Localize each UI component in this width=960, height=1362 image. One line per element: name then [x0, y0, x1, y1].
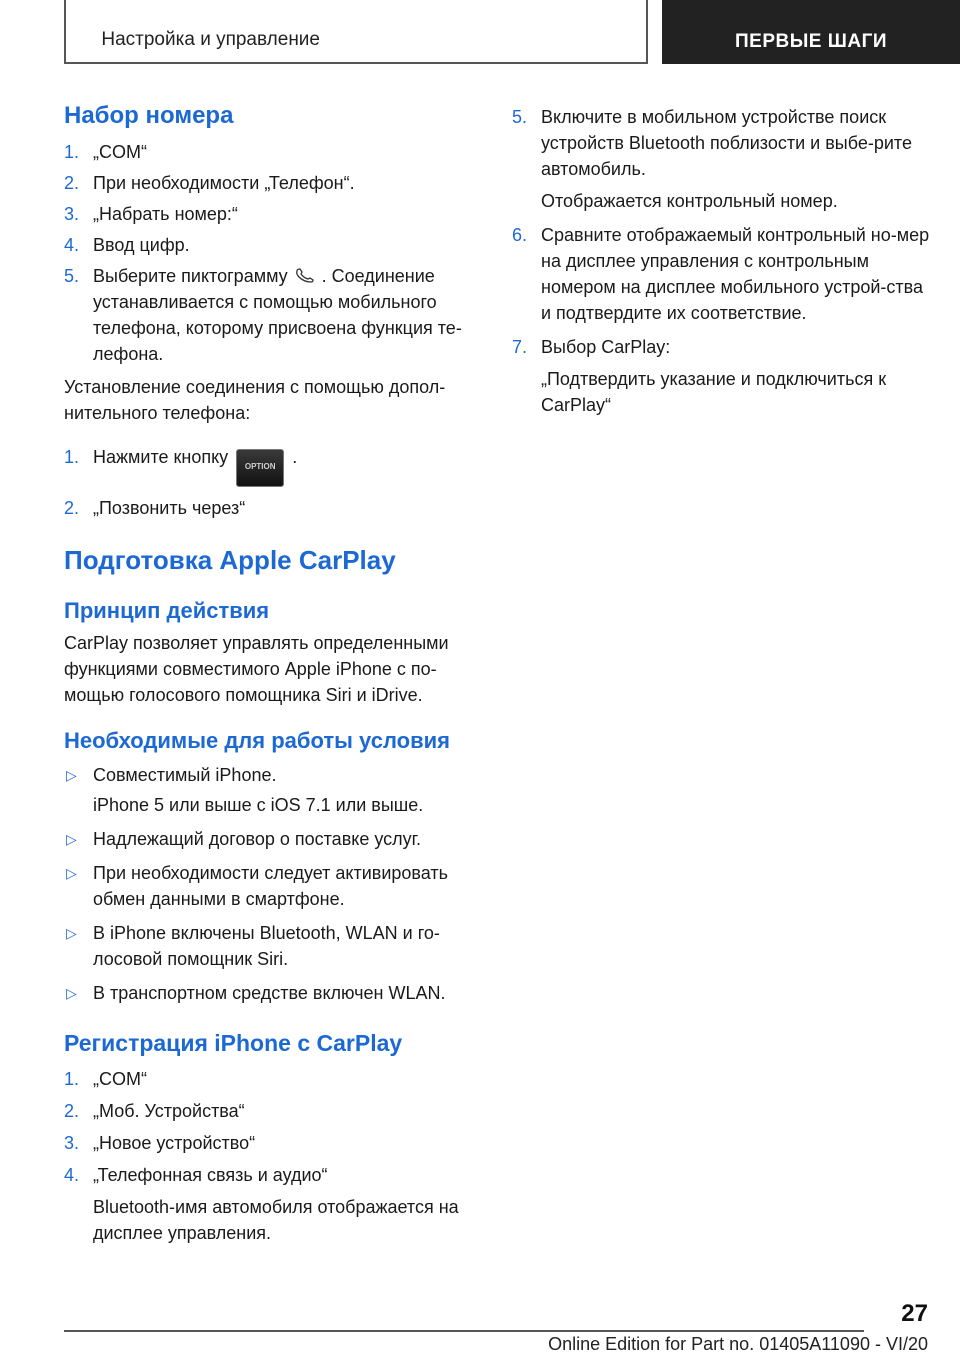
- register-title: Регистрация iPhone с CarPlay: [64, 1030, 403, 1056]
- triangle-right-icon: ▷: [66, 985, 77, 1001]
- extra-step: 2. „Позвонить через“: [64, 498, 246, 518]
- requirement-item: ▷ Надлежащий договор о поставке услуг.: [64, 826, 484, 852]
- register-step: 3. „Новое устройство“: [64, 1133, 256, 1153]
- pairing-step: 5. Включите в мобильном устройстве поиск устройств Bluetooth поблизости и выбе-рите автомобиль.: [512, 107, 912, 179]
- pairing-step: 7. Выбор CarPlay:: [512, 337, 671, 357]
- triangle-right-icon: ▷: [66, 865, 77, 881]
- dial-step: 1. „COM“: [64, 142, 147, 162]
- header-chapter-title: ПЕРВЫЕ ШАГИ: [662, 0, 960, 64]
- principle-text: CarPlay позволяет управлять определенными функциями совместимого Apple iPhone с по-мощью голосового помощника Siri и iDrive.: [64, 633, 449, 705]
- principle-title: Принцип действия: [64, 598, 270, 623]
- register-step: 2. „Моб. Устройства“: [64, 1101, 245, 1121]
- extra-step: 1. Нажмите кнопку OPTION .: [64, 444, 484, 487]
- register-step: 4. „Телефонная связь и аудио“: [64, 1165, 328, 1185]
- triangle-right-icon: ▷: [66, 767, 77, 783]
- pairing-step-note: „Подтвердить указание и подключиться к CarPlay“: [541, 369, 887, 415]
- triangle-right-icon: ▷: [66, 831, 77, 847]
- requirement-item: ▷ При необходимости следует активировать обмен данными в смартфоне.: [64, 860, 484, 912]
- phone-handset-icon: [294, 268, 316, 284]
- requirement-item: ▷ В iPhone включены Bluetooth, WLAN и го-лосовой помощник Siri.: [64, 920, 484, 972]
- option-button-icon: OPTION: [236, 449, 284, 487]
- header-section-title: Настройка и управление: [101, 29, 320, 50]
- dial-step: 4. Ввод цифр.: [64, 235, 190, 255]
- dial-step: 5. Выберите пиктограмму . Соединение устанавливается с помощью мобильного телефона, которому присвоена функция те-лефона.: [64, 266, 462, 364]
- page-number: 27: [901, 1300, 928, 1327]
- footer-edition: Online Edition for Part no. 01405A11090 - VI/20: [548, 1334, 928, 1354]
- requirement-note: iPhone 5 или выше с iOS 7.1 или выше.: [93, 795, 424, 815]
- carplay-title: Подготовка Apple CarPlay: [64, 545, 396, 575]
- register-step-note: Bluetooth-имя автомобиля отображается на дисплее управления.: [93, 1197, 459, 1243]
- dial-step: 3. „Набрать номер:“: [64, 204, 238, 224]
- register-step: 1. „COM“: [64, 1069, 147, 1089]
- right-column: [512, 104, 932, 418]
- pairing-step: 6. Сравните отображаемый контрольный но-мер на дисплее управления с контрольным номером на дисплее мобильного устрой-ства и подтвердите их соответствие.: [512, 225, 930, 323]
- dial-step: 2. При необходимости „Телефон“.: [64, 173, 355, 193]
- requirement-item: ▷ Совместимый iPhone.: [64, 762, 484, 788]
- header-frame: [64, 0, 648, 64]
- extra-phone-intro: Установление соединения с помощью допол-нительного телефона:: [64, 377, 446, 423]
- requirements-title: Необходимые для работы условия: [64, 728, 450, 753]
- left-column: [64, 100, 484, 1246]
- pairing-step-note: Отображается контрольный номер.: [541, 191, 838, 211]
- requirement-item: ▷ В транспортном средстве включен WLAN.: [64, 980, 484, 1006]
- dial-title: Набор номера: [64, 102, 234, 129]
- triangle-right-icon: ▷: [66, 925, 77, 941]
- footer-divider: [64, 1330, 864, 1332]
